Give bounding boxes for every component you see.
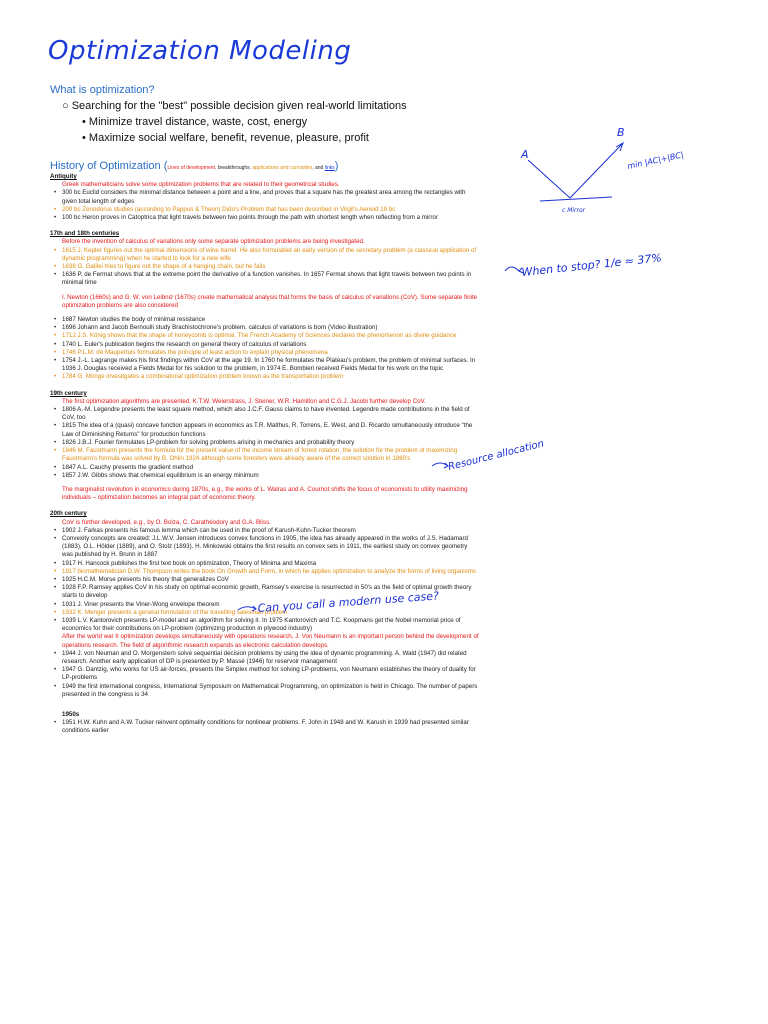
legend-red: Lines of development [167,165,215,171]
development-note: Before the invention of calculus of variations only some separate optimization problems are being investigated. [62,238,365,246]
what-subbullet: • Minimize travel distance, waste, cost, energy [82,116,308,128]
mirror-label: c Mirror [562,207,586,214]
timeline-item: • 1784 G. Monge investigates a combinatorial optimization problem known as the transportation problem [50,373,480,381]
what-heading: What is optimization? [50,84,155,96]
modern-arrow [238,606,256,611]
when-to-stop-note: When to stop? 1/e ≈ 37% [520,251,663,279]
timeline-item: • 1847 A.L. Cauchy presents the gradient method [50,464,480,472]
timeline-item: • 1615 J. Kepler figures out the optimal dimensions of wine barrel. He also formulated an early version of the secretary problem (a classical application of dynamic programming) when he started to look for a new wife [50,247,480,263]
ray-b [570,143,623,198]
legend-blue: links [324,165,335,171]
timeline-item: • 1931 J. Viner presents the Viner-Wong envelope theorem [50,601,480,609]
timeline-item: • 1917 biomathematician D.W. Thompson writes the book On Growth and Form, in which he applies optimization to analyze the forms of living organisms [50,568,480,576]
timeline-item: • 1638 G. Galilei tries to figure out the shape of a hanging chain, but he fails [50,263,480,271]
legend-black: breakthroughs [217,165,250,171]
section-heading: 20th century [50,510,87,518]
timeline-item: • 1746 P.L.M. de Maupertuis formulates the principle of least action to explain physical phenomena [50,349,480,357]
history-heading: History of Optimization (Lines of development, breakthroughs, applications and curiosities, and links) [50,160,339,172]
development-note: I. Newton (1660s) and G. W. von Leibniz (1670s) create mathematical analysis that forms the basis of calculus of variations (CoV). Some separate finite optimization problems are also considered [62,293,478,309]
timeline-item: • 1925 H.C.M. Morse presents his theory that generalizes CoV [50,576,480,584]
ray-a [528,160,570,198]
timeline-item: • 1815 The idea of a (quasi) concave function appears in economics as T.R. Malthus, R. Torrens, E. West, and D. Ricardo simultaneously introduce "the Law of Diminishing Returns" for production functions [50,422,480,438]
label-b: B [617,126,625,139]
section-heading: Antiquity [50,173,77,180]
label-a: A [521,148,529,161]
section-heading: 1950s [62,710,80,718]
timeline-item: • 1806 A.-M. Legendre presents the least square method, which also J.C.F. Gauss claims to have invented. Legendre made contributions in the field of CoV, too [50,406,480,422]
timeline-item: • 1917 H. Hancock publishes the first text book on optimization, Theory of Minima and Maxima [50,560,480,568]
timeline-item: • 1949 the first international congress, International Symposium on Mathematical Programming, on optimization is held in Chicago. The number of papers presented in the congress is 34 [50,683,480,699]
modern-case-note: Can you call a modern use case? [257,589,440,615]
timeline-item: • 100 bc Heron proves in Catoptrica that light travels between two points through the path with shortest length when reflecting from a mirror [50,214,480,222]
development-note: The marginalist revolution in economics during 1870s, e.g., the works of L. Walras and A. Cournot shifts the focus of economists to utility maximizing individuals – optimization becomes an integral part of economic theory. [62,485,468,502]
min-note: min |AC|+|BC| [626,150,685,171]
timeline-item: • 1712 J.S. König shows that the shape of honeycomb is optimal. The French Academy of Sciences declares the phenomenon as divine guidance [50,332,480,340]
development-note: The first optimization algorithms are presented. K.T.W. Weierstrass, J. Steiner, W.R. Hamilton and C.G.J. Jacobi further develop CoV. [62,397,426,405]
timeline-item: • 200 bc Zenodorus studies (according to Pappus & Theon) Dido's Problem that has been described in Virgil's Aeneid 19 bc [50,206,480,214]
development-note: CoV is further developed, e.g., by O. Bolza, C. Carathéodory and G.A. Bliss. [62,518,271,526]
timeline-item: • 1740 L. Euler's publication begins the research on general theory of calculus of variations [50,341,480,349]
development-note: Greek mathematicians solve some optimization problems that are related to their geometrical studies. [62,181,340,189]
timeline-item: • 1754 J.-L. Lagrange makes his first findings within CoV at the age 19. In 1760 he formulates the Plateau's problem, the problem of minimal surfaces. In 1936 J. Douglas received a Fields Medal for his solution to the problem, in 1974 E. Bombieri received Fields Medal for his work on the topic [50,357,480,373]
timeline-item: • 1944 J. von Neuman and O. Morgenstern solve sequential decision problems by using the idea of dynamic programming. A. Wald (1947) did related research. Another early application of DP is presented by P. Massé (1946) for reservoir management [50,650,480,666]
page-title: Optimization Modeling [48,36,352,66]
timeline-item: • 1951 H.W. Kuhn and A.W. Tucker reinvent optimality conditions for nonlinear problems. F. John in 1948 and W. Karush in 1939 had presented similar conditions earlier [50,719,480,735]
timeline-item: • 1902 J. Farkas presents his famous lemma which can be used in the proof of Karush-Kuhn-Tucker theorem [50,527,480,535]
resource-arrow [432,463,448,468]
timeline-item: • 1947 G. Dantzig, who works for US air-forces, presents the Simplex method for solving LP-problems, von Neumann establishes the theory of duality for LP-problems [50,666,480,682]
legend-orange: applications and curiosities [252,165,313,171]
timeline-item: • 1696 Johann and Jacob Bernoulli study Brachistochrone's problem, calculus of variations is born (Video illustration) [50,324,480,332]
timeline-item: • 300 bc Euclid considers the minimal distance between a point and a line, and proves that a square has the greatest area among the rectangles with given total length of edges [50,189,480,205]
timeline-item: • Convexity concepts are created: J.L.W.V. Jensen introduces convex functions in 1905, the idea has already appeared in the works of J.S. Hadamard (1883), O.L. Hölder (1889), and O. Stolz (1893). H. Minkowski obtains the first results on convex sets in 1911, the earliest study on convex geometry was published by H. Brunn in 1887 [50,535,480,560]
timeline-item: • 1826 J.B.J. Fourier formulates LP-problem for solving problems arising in mechanics and probability theory [50,439,480,447]
resource-note: Resource allocation [447,438,546,473]
timeline-item: • 1846 M. Faustmann presents the formula for the present value of the income stream of forest rotation, the solution for the problem of maximizing Faustmann's formula was solved by B. Ohlin 1924 although some foresters were already aware of the correct solution in 1860's [50,447,480,463]
what-subbullet: • Maximize social welfare, benefit, revenue, pleasure, profit [82,132,369,144]
timeline-item: • 1928 F.P. Ramsey applies CoV in his study on optimal economic growth, Ramsey's exercise is resurrected in 50's as the field of optimal growth theory starts to develop [50,584,480,600]
timeline-item: • 1857 J.W. Gibbs shows that chemical equilibrium is an energy minimum [50,472,480,480]
mirror-line [540,197,612,201]
development-note: After the world war II optimization develops simultaneously with operations research, J. Von Neumann is an important person behind the development of operations research. The field of algorithmic research expands as electronic calculation develops. [62,633,479,649]
timeline-item: • 1687 Newton studies the body of minimal resistance [50,316,480,324]
timeline-item: • 1932 K. Menger presents a general formulation of the travelling salesman problem [50,609,480,617]
timeline-item: • 1636 P. de Fermat shows that at the extreme point the derivative of a function vanishes. In 1657 Fermat shows that light travels between two points in minimal time [50,271,480,287]
what-bullet: ○ Searching for the "best" possible decision given real-world limitations [62,100,407,112]
section-heading: 19th century [50,389,87,397]
timeline-item: • 1939 L.V. Kantorovich presents LP-model and an algorithm for solving it. In 1975 Kantorovich and T.C. Koopmans get the Nobel memorial price of economics for their contributions on LP-problem (optimizing production in plywood industry) [50,617,480,633]
section-heading: 17th and 18th centuries [50,230,120,238]
